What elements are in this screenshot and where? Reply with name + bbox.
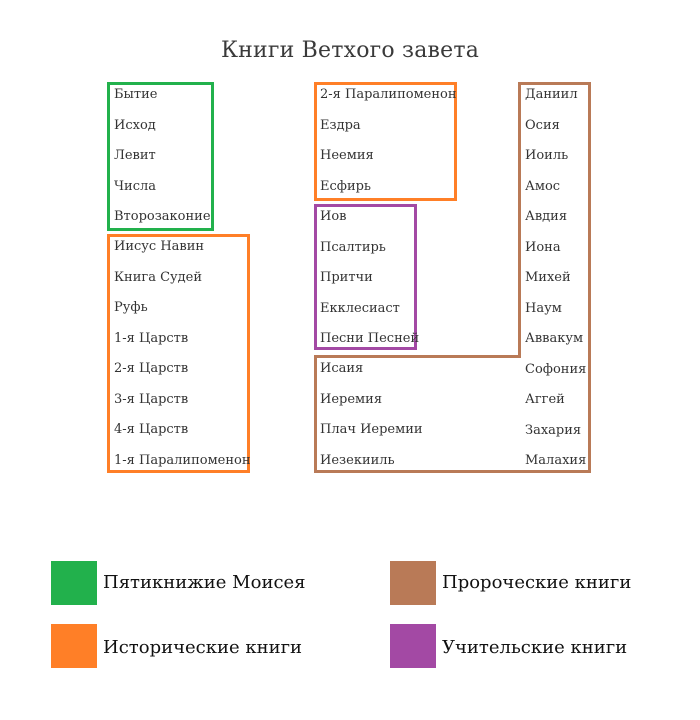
book-item: Михей bbox=[525, 270, 571, 285]
book-item: Софония bbox=[525, 361, 587, 377]
book-item: Иисус Навин bbox=[114, 239, 205, 254]
book-item: 1-я Царств bbox=[114, 330, 189, 346]
book-item: Иеремия bbox=[320, 391, 383, 407]
book-item: Амос bbox=[525, 178, 561, 194]
book-item: Авдия bbox=[525, 209, 568, 224]
book-item: Осия bbox=[525, 117, 560, 133]
book-item: Аввакум bbox=[525, 331, 584, 346]
book-item: Есфирь bbox=[320, 178, 372, 194]
legend-label-historical: Исторические книги bbox=[103, 637, 303, 658]
book-item: Плач Иеремии bbox=[320, 422, 423, 437]
book-item: Руфь bbox=[114, 300, 148, 315]
book-item: Иезекииль bbox=[320, 452, 395, 468]
book-item: Исаия bbox=[320, 361, 364, 376]
book-item: Второзаконие bbox=[114, 209, 211, 224]
legend-swatch-prophetic bbox=[390, 561, 436, 605]
book-item: Ездра bbox=[320, 117, 361, 133]
legend-swatch-teaching bbox=[390, 624, 436, 668]
book-item: Притчи bbox=[320, 270, 373, 285]
book-item: Малахия bbox=[525, 453, 587, 468]
book-item: Левит bbox=[114, 148, 156, 163]
legend-label-pentateuch: Пятикнижие Моисея bbox=[103, 572, 306, 593]
book-item: Песни Песней bbox=[320, 331, 420, 346]
book-item: 2-я Царств bbox=[114, 361, 189, 376]
book-item: Екклесиаст bbox=[320, 300, 400, 316]
book-item: Даниил bbox=[525, 87, 578, 102]
book-item: Наум bbox=[525, 300, 562, 316]
legend-swatch-historical bbox=[51, 624, 97, 668]
diagram-title: Книги Ветхого завета bbox=[220, 38, 480, 63]
book-item: 2-я Паралипоменон bbox=[320, 87, 457, 102]
book-item: Иона bbox=[525, 239, 561, 255]
book-item: Захария bbox=[525, 422, 582, 438]
book-item: Книга Судей bbox=[114, 269, 203, 285]
book-item: Числа bbox=[114, 178, 157, 194]
book-item: Псалтирь bbox=[320, 239, 386, 255]
legend-swatch-pentateuch bbox=[51, 561, 97, 605]
legend-label-prophetic: Пророческие книги bbox=[442, 572, 632, 593]
book-item: 4-я Царств bbox=[114, 422, 189, 437]
book-item: Неемия bbox=[320, 148, 374, 163]
book-item: Иоиль bbox=[525, 148, 569, 163]
book-item: 1-я Паралипоменон bbox=[114, 452, 251, 468]
book-item: Бытие bbox=[114, 87, 158, 102]
book-item: Иов bbox=[320, 209, 347, 224]
book-item: 3-я Царств bbox=[114, 391, 189, 407]
legend-label-teaching: Учительские книги bbox=[442, 637, 628, 658]
book-item: Исход bbox=[114, 117, 156, 133]
book-item: Аггей bbox=[525, 392, 565, 407]
